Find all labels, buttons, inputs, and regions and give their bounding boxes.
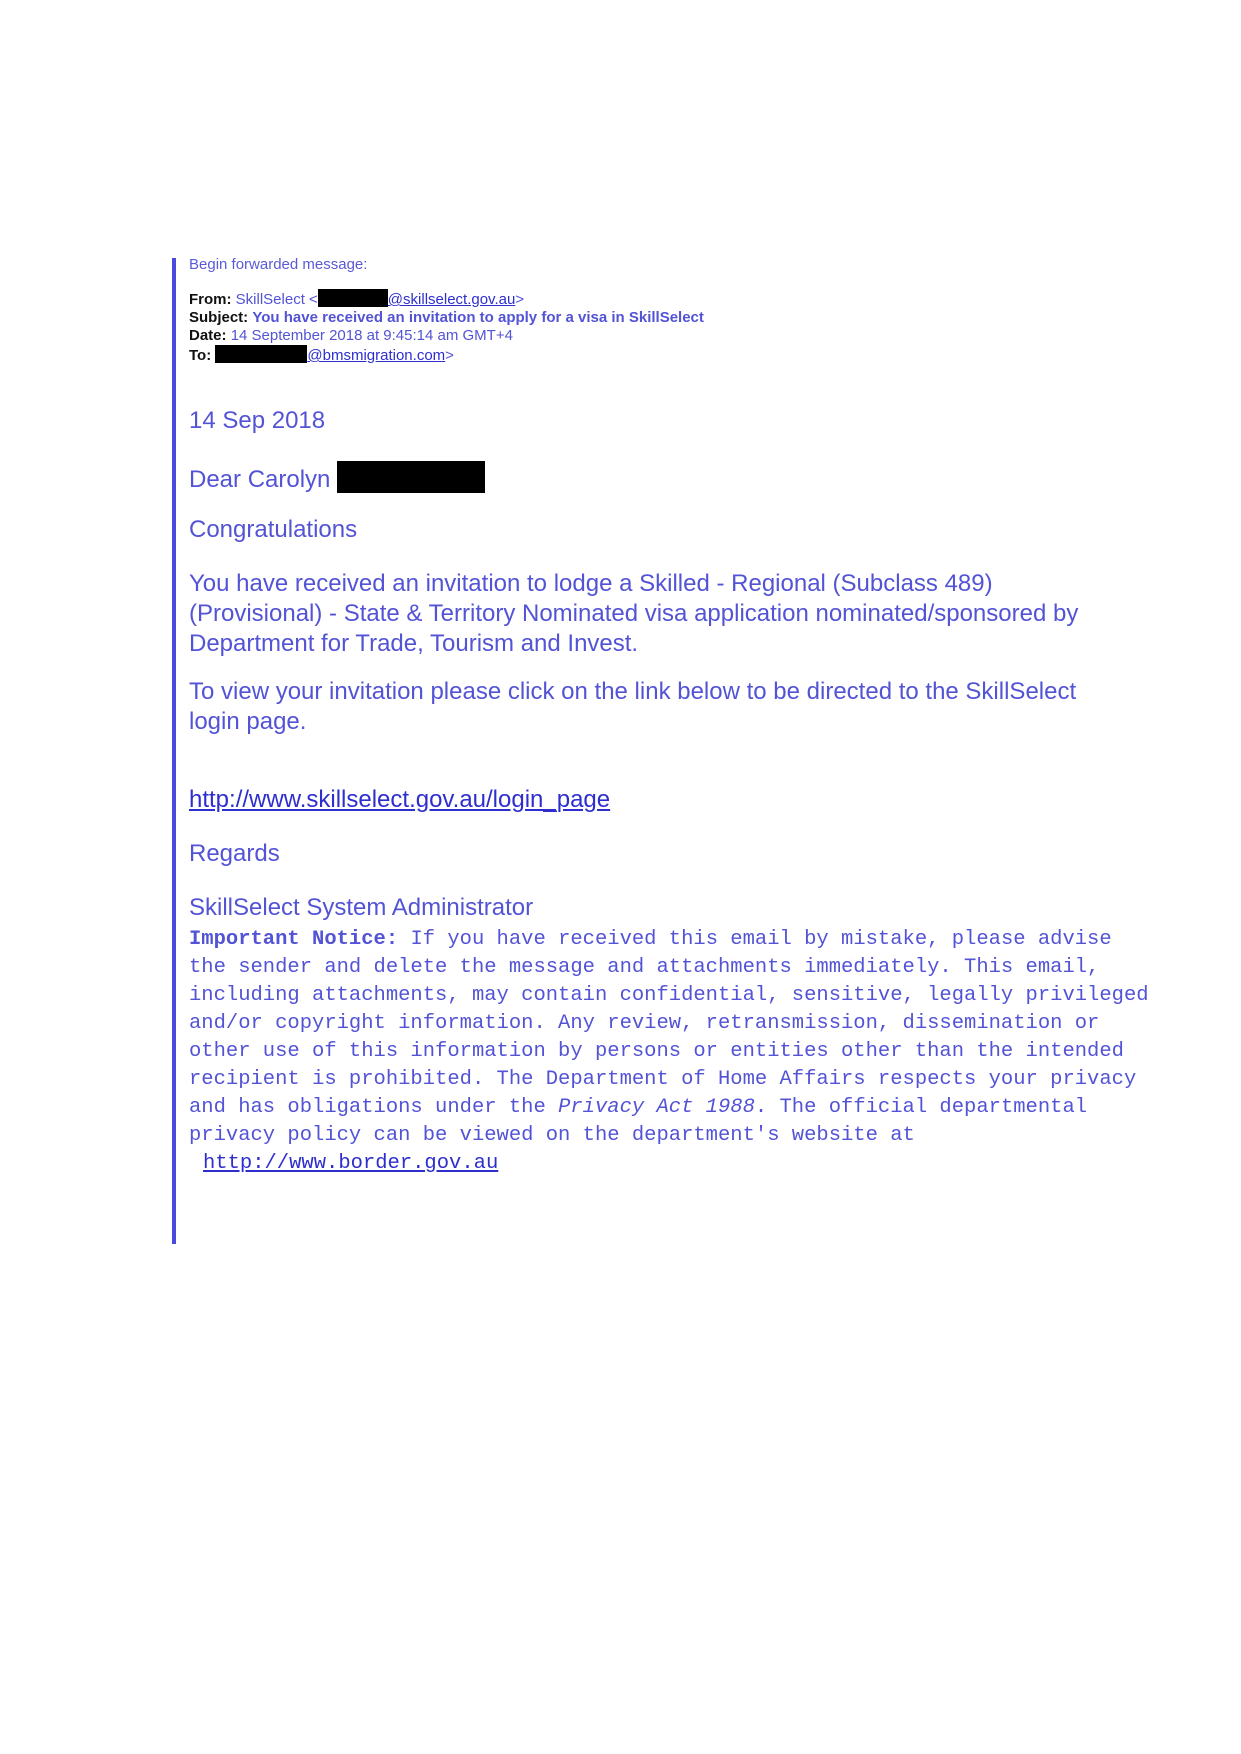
forwarded-intro: Begin forwarded message:	[189, 256, 368, 273]
privacy-act: Privacy Act 1988	[558, 1096, 755, 1119]
redaction-surname	[337, 461, 485, 493]
from-label: From:	[189, 291, 232, 308]
from-name: SkillSelect <	[235, 291, 318, 308]
view-instructions: To view your invitation please click on the link below to be directed to the SkillSelect login page.	[189, 678, 1077, 735]
congratulations: Congratulations	[189, 516, 358, 543]
signature: SkillSelect System Administrator	[189, 894, 534, 921]
login-link-line	[189, 785, 610, 815]
notice-text-2: . The official departmental privacy policy can be viewed on the department's website at	[189, 1096, 1088, 1147]
header-from	[189, 289, 1149, 309]
header-date	[189, 327, 1149, 345]
subject-label: Subject:	[189, 309, 249, 326]
invitation-paragraph: You have received an invitation to lodge a Skilled - Regional (Subclass 489) (Provisional) - State & Territory Nominated visa application nominated/sponsored by Department for Trade, Tourism and Invest.	[189, 570, 1079, 657]
redaction-to	[215, 345, 307, 363]
regards: Regards	[189, 840, 280, 867]
redaction-from	[318, 289, 388, 307]
from-close: >	[515, 291, 525, 308]
greeting	[189, 461, 485, 495]
date-label: Date:	[189, 327, 227, 344]
to-label: To:	[189, 347, 212, 364]
to-email-link[interactable]: @bmsmigration.com	[307, 347, 446, 364]
date-value: 14 September 2018 at 9:45:14 am GMT+4	[230, 327, 513, 344]
header-subject	[189, 309, 1149, 327]
border-gov-link[interactable]: http://www.border.gov.au	[203, 1152, 499, 1175]
quote-bar	[172, 258, 176, 1244]
notice-label: Important Notice:	[189, 928, 399, 951]
important-notice	[189, 926, 1149, 1178]
subject-value: You have received an invitation to apply for a visa in SkillSelect	[252, 309, 704, 326]
header-to	[189, 345, 1149, 365]
letter-date: 14 Sep 2018	[189, 407, 326, 434]
greeting-text: Dear Carolyn	[189, 466, 331, 493]
forwarded-email	[189, 256, 1149, 1175]
login-page-link[interactable]: http://www.skillselect.gov.au/login_page	[189, 786, 611, 813]
notice-text-1: If you have received this email by mistake, please advise the sender and delete the message and attachments immediately. This email, including attachments, may contain confidential, sensitive, legally privileged and/or copyright information. Any review, retransmission, dissemination or other use of this information by persons or entities other than the intended recipient is prohibited. The Department of Home Affairs respects your privacy and has obligations under the	[189, 928, 1149, 1119]
to-close: >	[445, 347, 454, 364]
from-email-link[interactable]: @skillselect.gov.au	[387, 291, 516, 308]
